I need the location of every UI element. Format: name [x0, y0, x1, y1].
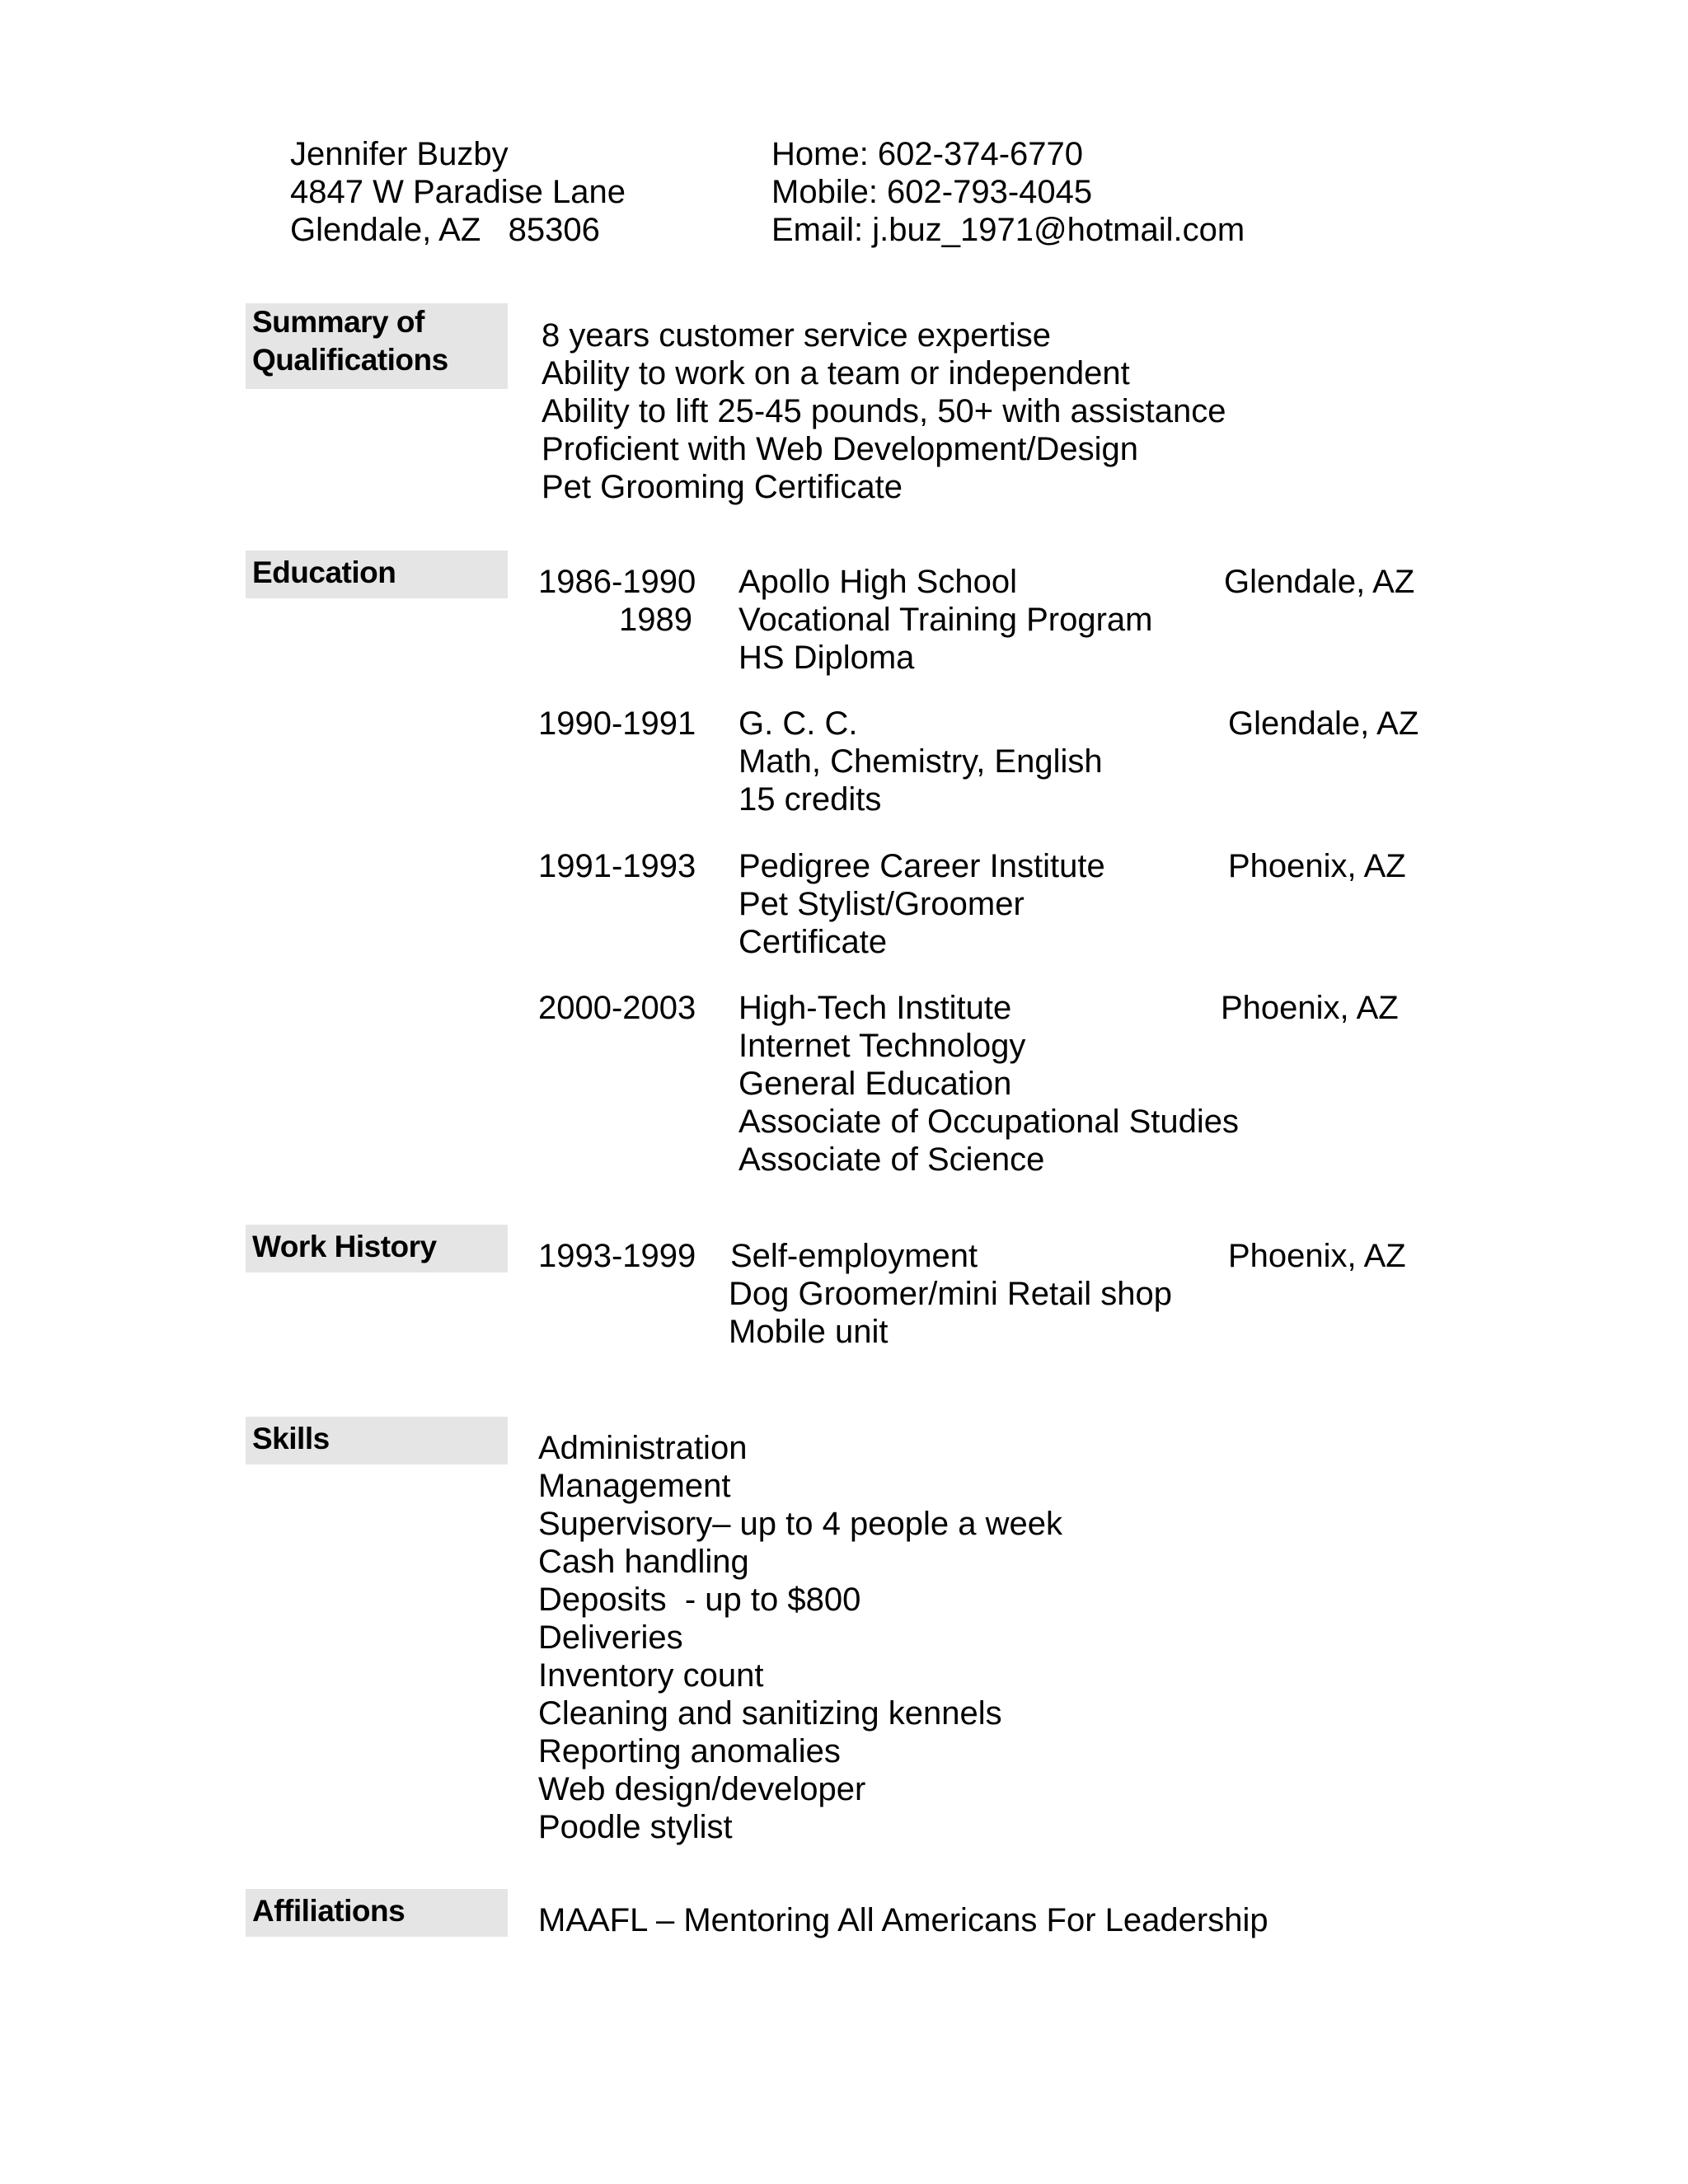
work-location: Phoenix, AZ — [1228, 1238, 1406, 1274]
education-location: Glendale, AZ — [1228, 705, 1419, 742]
list-item: 8 years customer service expertise — [542, 317, 1052, 354]
list-item: 15 credits — [738, 781, 882, 818]
education-location: Glendale, AZ — [1224, 564, 1415, 600]
skills-list — [538, 1429, 1062, 1846]
list-item: Supervisory– up to 4 people a week — [538, 1506, 1062, 1542]
list-item: Ability to work on a team or independent — [542, 355, 1130, 391]
work-employer: Self-employment — [730, 1238, 978, 1274]
list-item: Cash handling — [538, 1544, 749, 1580]
education-years: 2000-2003 — [538, 990, 696, 1026]
list-item: MAAFL – Mentoring All Americans For Leadership — [538, 1902, 1268, 1938]
list-item: Web design/developer — [538, 1771, 866, 1807]
list-item: Reporting anomalies — [538, 1733, 841, 1769]
list-item: Mobile unit — [729, 1314, 889, 1350]
list-item: Math, Chemistry, English — [738, 743, 1103, 780]
section-label-summary — [246, 303, 508, 389]
section-label-skills: Skills — [246, 1417, 508, 1465]
education-details — [738, 601, 1153, 677]
list-item: Management — [538, 1468, 731, 1504]
contact-city: Glendale, AZ 85306 — [290, 212, 600, 248]
contact-mobile-phone: Mobile: 602-793-4045 — [771, 174, 1093, 210]
list-item: Deposits - up to $800 — [538, 1582, 861, 1618]
list-item: Certificate — [738, 924, 888, 960]
summary-heading-line1: Summary of — [252, 305, 424, 339]
work-details — [729, 1275, 1172, 1351]
list-item: Cleaning and sanitizing kennels — [538, 1695, 1002, 1732]
education-sub-year: 1989 — [619, 602, 692, 638]
list-item: Administration — [538, 1430, 748, 1466]
contact-name: Jennifer Buzby — [290, 136, 509, 172]
section-label-affiliations: Affiliations — [246, 1889, 508, 1937]
list-item: Vocational Training Program — [738, 602, 1153, 638]
section-label-education: Education — [246, 551, 508, 598]
contact-email: Email: j.buz_1971@hotmail.com — [771, 212, 1245, 248]
contact-address: 4847 W Paradise Lane — [290, 174, 626, 210]
summary-heading-line2: Qualifications — [252, 343, 448, 377]
list-item: Pet Stylist/Groomer — [738, 886, 1025, 922]
list-item: Proficient with Web Development/Design — [542, 431, 1139, 467]
list-item: Dog Groomer/mini Retail shop — [729, 1276, 1172, 1312]
contact-home-phone: Home: 602-374-6770 — [771, 136, 1084, 172]
education-school: G. C. C. — [738, 705, 858, 742]
list-item: Ability to lift 25-45 pounds, 50+ with assistance — [542, 393, 1226, 429]
summary-list — [542, 316, 1226, 506]
education-years: 1990-1991 — [538, 705, 696, 742]
list-item: Inventory count — [538, 1657, 764, 1694]
education-location: Phoenix, AZ — [1228, 848, 1406, 884]
education-school: Apollo High School — [738, 564, 1017, 600]
list-item: Poodle stylist — [538, 1809, 733, 1845]
list-item: General Education — [738, 1066, 1012, 1102]
education-school: High-Tech Institute — [738, 990, 1012, 1026]
education-years: 1991-1993 — [538, 848, 696, 884]
section-label-work-history: Work History — [246, 1225, 508, 1272]
education-details — [738, 743, 1103, 818]
affiliations-list — [538, 1901, 1268, 1939]
list-item: Pet Grooming Certificate — [542, 469, 903, 505]
education-location: Phoenix, AZ — [1221, 990, 1399, 1026]
list-item: Associate of Occupational Studies — [738, 1104, 1240, 1140]
education-school: Pedigree Career Institute — [738, 848, 1105, 884]
list-item: Internet Technology — [738, 1028, 1026, 1064]
education-years: 1986-1990 — [538, 564, 696, 600]
list-item: Deliveries — [538, 1619, 683, 1656]
list-item: HS Diploma — [738, 640, 915, 676]
work-years: 1993-1999 — [538, 1238, 696, 1274]
list-item: Associate of Science — [738, 1141, 1045, 1178]
education-details — [738, 885, 1025, 961]
education-details — [738, 1027, 1239, 1179]
